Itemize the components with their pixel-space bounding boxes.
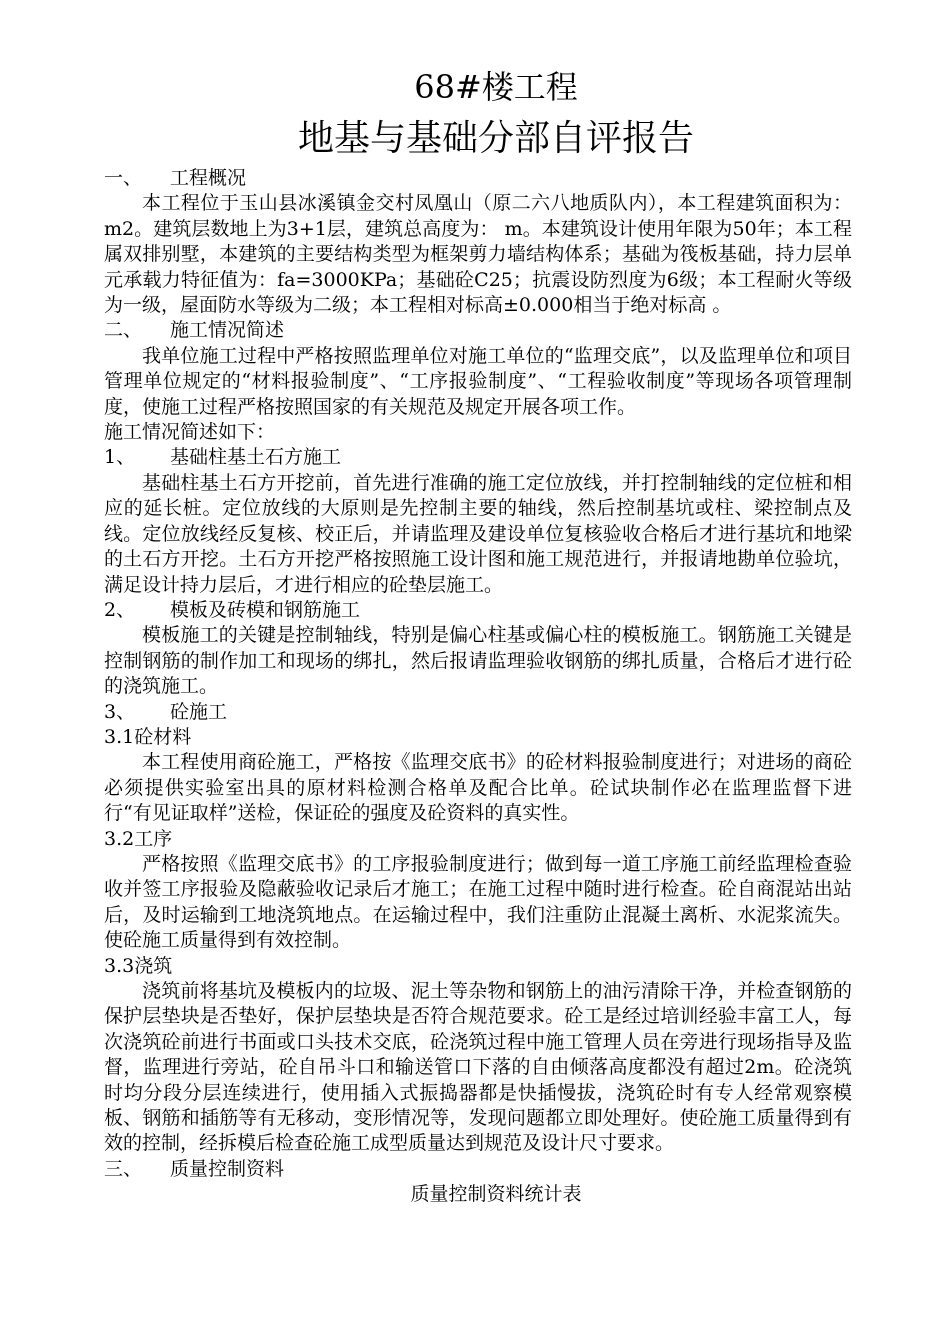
document-subtitle: 地基与基础分部自评报告 bbox=[297, 118, 694, 159]
section-heading-1 bbox=[104, 166, 852, 191]
paragraph-earthwork: 基础柱基土石方开挖前，首先进行准确的施工定位放线，并打控制轴线的定位桩和相应的延长桩。定位放线的大原则是先控制主要的轴线，然后控制基坑或柱、梁控制点及线。定位放线经反复核、校正后，并请监理及建设单位复核验收合格后才进行基坑和地梁的土石方开挖。土石方开挖严格按照施工设计图和施工规范进行，并报请地勘单位验坑，满足设计持力层后，才进行相应的砼垫层施工。 bbox=[104, 471, 852, 596]
section-number: 二、 bbox=[104, 319, 143, 342]
item-number: 3、 bbox=[104, 700, 136, 723]
item-label: 基础柱基土石方施工 bbox=[170, 446, 342, 469]
paragraph-concrete-material: 本工程使用商砼施工，严格按《监理交底书》的砼材料报验制度进行；对进场的商砼必须提供实验室出具的原材料检测合格单及配合比单。砼试块制作必在监理监督下进行“有见证取样”送检，保证砼的强度及砼资料的真实性。 bbox=[104, 751, 852, 825]
item-heading-1 bbox=[104, 445, 852, 470]
item-heading-2 bbox=[104, 598, 852, 623]
document-body bbox=[104, 166, 852, 1208]
item-number: 2、 bbox=[104, 598, 136, 621]
paragraph-overview: 本工程位于玉山县冰溪镇金交村凤凰山（原二六八地质队内），本工程建筑面积为： m2。建筑层数地上为3+1层，建筑总高度为： m。本建筑设计使用年限为50年；本工程属双排别墅，本建筑的主要结构类型为框架剪力墙结构体系；基础为筏板基础，持力层单元承载力特征值为：fa=3000KPa；基础砼C25；抗震设防烈度为6级；本工程耐火等级为一级，屋面防水等级为二级；本工程相对标高±0.000相当于绝对标高 。 bbox=[104, 192, 852, 317]
item-label: 模板及砖模和钢筋施工 bbox=[170, 598, 361, 621]
item-label: 砼施工 bbox=[170, 700, 228, 723]
item-number: 1、 bbox=[104, 446, 136, 469]
document-title: 68#楼工程 bbox=[414, 68, 578, 106]
section-heading-3 bbox=[104, 1157, 852, 1182]
subheading-3-1: 3.1砼材料 bbox=[104, 725, 192, 748]
paragraph-summary-intro: 施工情况简述如下： bbox=[104, 421, 276, 444]
document-page bbox=[104, 62, 852, 1208]
item-heading-3 bbox=[104, 700, 852, 725]
paragraph-process: 严格按照《监理交底书》的工序报验制度进行；做到每一道工序施工前经监理检查验收并签工序报验及隐蔽验收记录后才施工；在施工过程中随时进行检查。砼自商混站出站后，及时运输到工地浇筑地点。在运输过程中，我们注重防止混凝土离析、水泥浆流失。使砼施工质量得到有效控制。 bbox=[104, 852, 852, 952]
paragraph-formwork: 模板施工的关键是控制轴线，特别是偏心柱基或偏心柱的模板施工。钢筋施工关键是控制钢筋的制作加工和现场的绑扎，然后报请监理验收钢筋的绑扎质量，合格后才进行砼的浇筑施工。 bbox=[104, 624, 852, 698]
subheading-3-2: 3.2工序 bbox=[104, 827, 173, 850]
section-label: 质量控制资料 bbox=[170, 1157, 285, 1180]
section-label: 施工情况简述 bbox=[170, 319, 285, 342]
section-number: 三、 bbox=[104, 1157, 143, 1180]
section-heading-2 bbox=[104, 318, 852, 343]
paragraph-pouring: 浇筑前将基坑及模板内的垃圾、泥土等杂物和钢筋上的油污清除干净，并检查钢筋的保护层垫块是否垫好，保护层垫块是否符合规范要求。砼工是经过培训经验丰富工人，每次浇筑砼前进行书面或口头技术交底，砼浇筑过程中施工管理人员在旁进行现场指导及监督，监理进行旁站，砼自吊斗口和输送管口下落的自由倾落高度都没有超过2m。砼浇筑时均分段分层连续进行，使用插入式振捣器都是快插慢拔，浇筑砼时有专人经常观察模板、钢筋和插筋等有无移动，变形情况等，发现问题都立即处理好。使砼施工质量得到有效的控制，经拆模后检查砼施工成型质量达到规范及设计尺寸要求。 bbox=[104, 980, 852, 1155]
subheading-3-3: 3.3浇筑 bbox=[104, 954, 173, 977]
table-caption: 质量控制资料统计表 bbox=[410, 1183, 582, 1206]
section-number: 一、 bbox=[104, 167, 143, 189]
paragraph-construction-summary: 我单位施工过程中严格按照监理单位对施工单位的“监理交底”，以及监理单位和项目管理单位规定的“材料报验制度”、“工序报验制度”、“工程验收制度”等现场各项管理制度，使施工过程严格按照国家的有关规范及规定开展各项工作。 bbox=[104, 344, 852, 418]
section-label: 工程概况 bbox=[170, 167, 247, 189]
